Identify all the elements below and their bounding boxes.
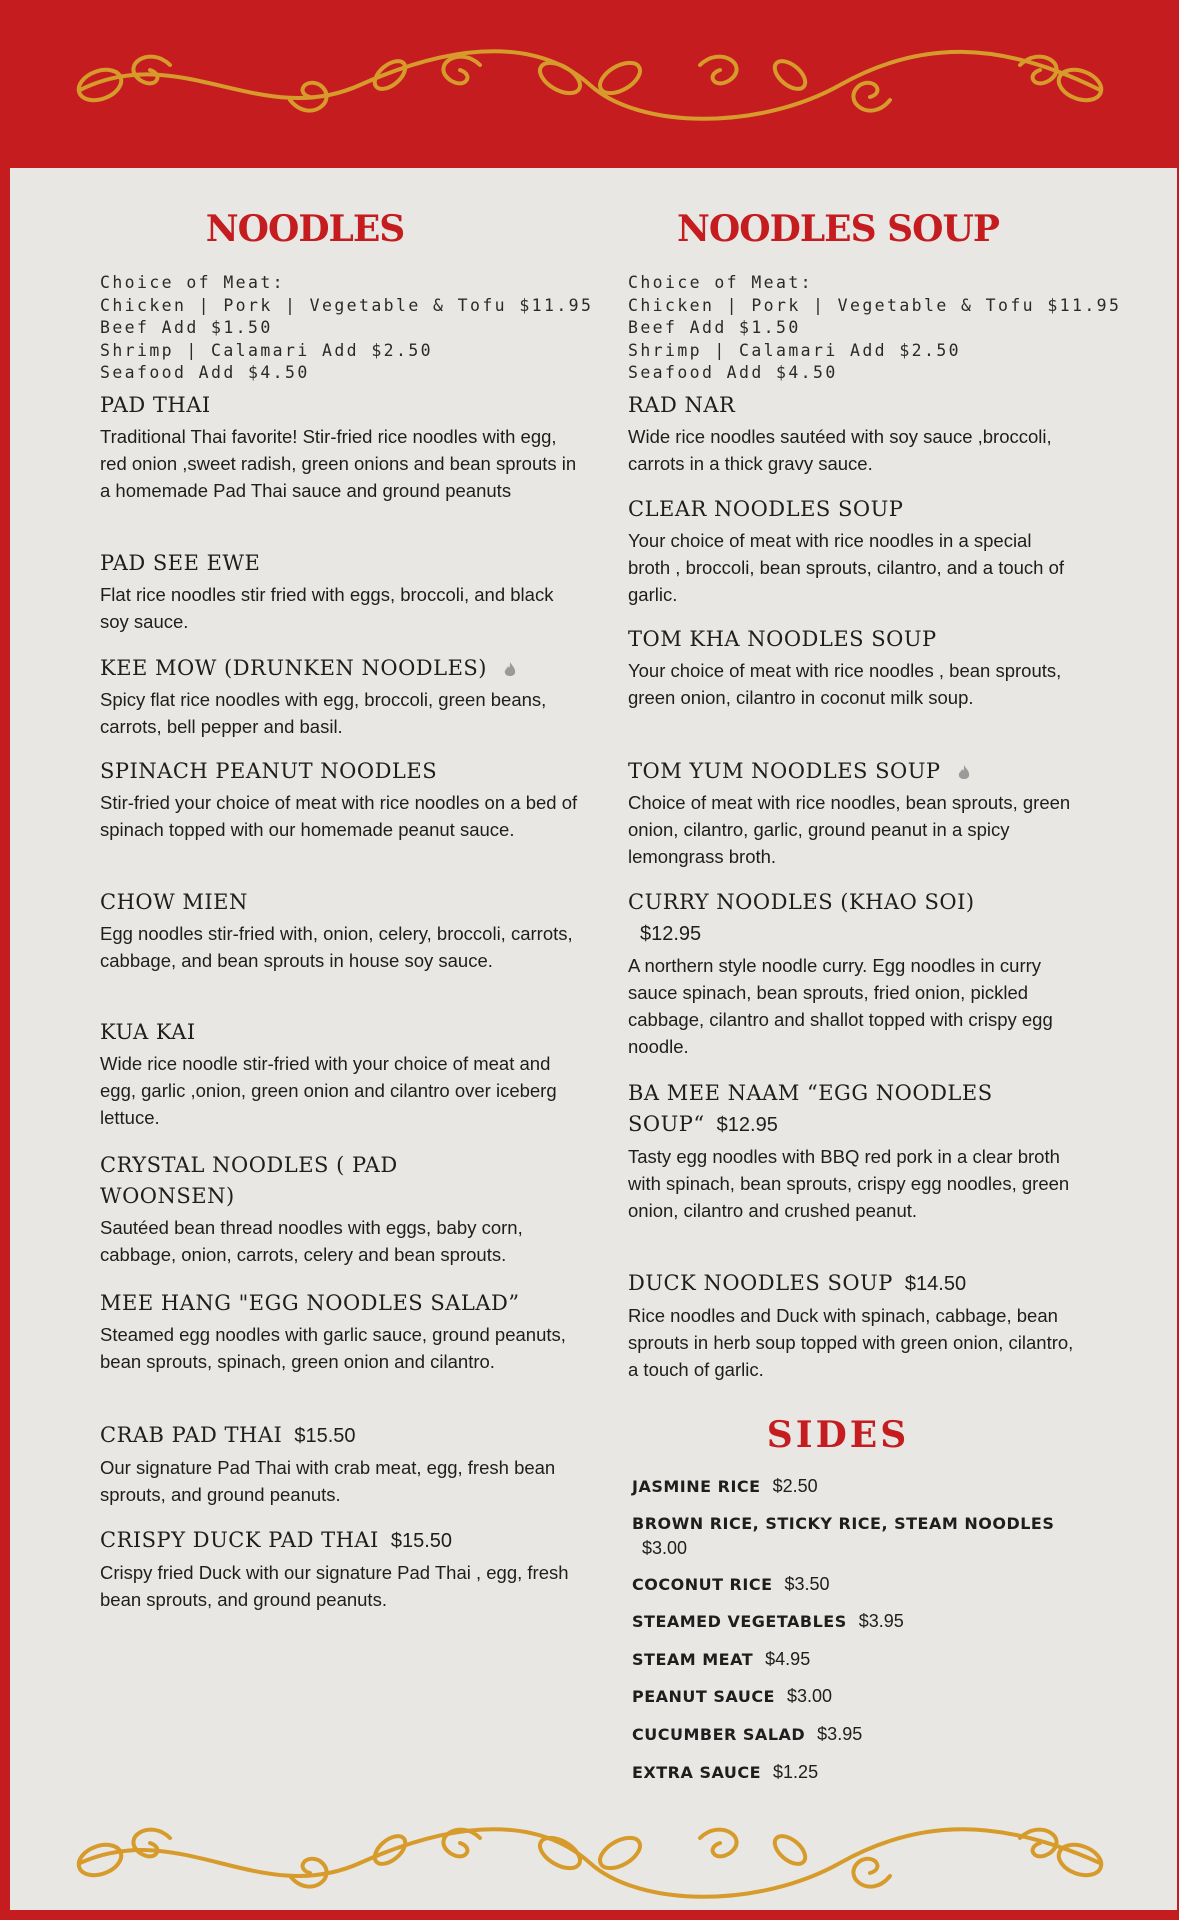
item-price: $15.50 — [294, 1425, 356, 1447]
menu-item: DUCK NOODLES SOUP $14.50 Rice noodles and Duck with spinach, cabbage, bean sprouts in herb soup topped with green onion, cilantro, a touch of garlic. — [628, 1271, 1074, 1380]
menu-item: RAD NAR Wide rice noodles sautéed with soy sauce ,broccoli, carrots in a thick gravy sauce. — [628, 393, 1052, 474]
spicy-flame-icon — [957, 764, 971, 782]
menu-item: CLEAR NOODLES SOUP Your choice of meat with rice noodles in a special broth , broccoli, bean sprouts, cilantro, and a touch of garlic. — [628, 497, 1065, 605]
bottom-vine-ornament — [60, 1808, 1120, 1918]
menu-item: SPINACH PEANUT NOODLES Stir-fried your choice of meat with rice noodles on a bed of spinach topped with our homemade peanut sauce. — [100, 759, 578, 840]
item-price: $14.50 — [904, 1273, 967, 1295]
menu-item: CURRY NOODLES (KHAO SOI) $12.95 A northern style noodle curry. Egg noodles in curry sauce spinach, bean sprouts, fried onion, pickled cabbage, cilantro and shallot topped with crispy egg noodle. — [628, 890, 1053, 1057]
side-item: EXTRA SAUCE $1.25 — [632, 1762, 819, 1782]
menu-item: KUA KAI Wide rice noodle stir-fried with your choice of meat and egg, garlic ,onion, green onion and cilantro over iceberg lettuce. — [100, 1020, 557, 1128]
side-item: BROWN RICE, STICKY RICE, STEAM NOODLES $3.00 — [632, 1514, 1055, 1558]
side-item: PEANUT SAUCE $3.00 — [632, 1686, 833, 1706]
menu-item: CRAB PAD THAI $15.50 Our signature Pad Thai with crab meat, egg, fresh bean sprouts, and ground peanuts. — [100, 1423, 556, 1505]
noodles-soup-title: NOODLES SOUP — [677, 208, 999, 250]
menu-item: TOM KHA NOODLES SOUP Your choice of meat with rice noodles , bean sprouts, green onion, cilantro in coconut milk soup. — [628, 627, 1062, 708]
menu-item: CHOW MIEN Egg noodles stir-fried with, onion, celery, broccoli, carrots, cabbage, and bean sprouts in house soy sauce. — [100, 890, 573, 971]
menu-panel — [10, 168, 1177, 1910]
menu-item: TOM YUM NOODLES SOUP Choice of meat with rice noodles, bean sprouts, green onion, cilantro, garlic, ground peanut in a spicy lemongrass broth. — [628, 759, 1071, 867]
top-vine-ornament — [60, 30, 1120, 140]
menu-item: PAD SEE EWE Flat rice noodles stir fried with eggs, broccoli, and black soy sauce. — [100, 551, 554, 632]
noodles-title: NOODLES — [205, 208, 405, 250]
sides-title: SIDES — [766, 1414, 910, 1456]
menu-item: KEE MOW (DRUNKEN NOODLES) Spicy flat rice noodles with egg, broccoli, green beans, carrots, bell pepper and basil. — [100, 656, 547, 737]
item-price: $15.50 — [390, 1530, 453, 1552]
side-item: COCONUT RICE $3.50 — [632, 1574, 830, 1594]
menu-item: MEE HANG "EGG NOODLES SALAD” Steamed egg noodles with garlic sauce, ground peanuts, bean sprouts, spinach, green onion and cilantro. — [100, 1291, 566, 1372]
noodles-soup-meat-info: Choice of Meat: Chicken | Pork | Vegetable & Tofu $11.95 Beef Add $1.50 Shrimp | Calamari Add $2.50 Seafood Add $4.50 — [628, 273, 1122, 382]
side-item: CUCUMBER SALAD $3.95 — [632, 1724, 863, 1744]
menu-item: BA MEE NAAM “EGG NOODLES SOUP“ $12.95 Tasty egg noodles with BBQ red pork in a clear broth with spinach, bean sprouts, crispy egg noodles, green onion, cilantro and crushed peanut. — [628, 1081, 1070, 1221]
side-item: STEAMED VEGETABLES $3.95 — [632, 1611, 904, 1631]
noodles-meat-info: Choice of Meat: Chicken | Pork | Vegetable & Tofu $11.95 Beef Add $1.50 Shrimp | Calamari Add $2.50 Seafood Add $4.50 — [100, 273, 594, 382]
side-item: JASMINE RICE $2.50 — [632, 1476, 818, 1496]
item-price: $12.95 — [640, 923, 702, 945]
menu-item: CRISPY DUCK PAD THAI $15.50 Crispy fried Duck with our signature Pad Thai , egg, fresh bean sprouts, and ground peanuts. — [100, 1528, 569, 1610]
menu-item: PAD THAI Traditional Thai favorite! Stir-fried rice noodles with egg, red onion ,sweet radish, green onions and bean sprouts in a homemade Pad Thai sauce and ground peanuts — [100, 393, 577, 501]
item-price: $12.95 — [716, 1114, 778, 1136]
menu-item: CRYSTAL NOODLES ( PAD WOONSEN) Sautéed bean thread noodles with eggs, baby corn, cabbage, onion, carrots, celery and bean sprouts. — [100, 1153, 523, 1265]
spicy-flame-icon — [503, 661, 517, 679]
side-item: STEAM MEAT $4.95 — [632, 1649, 811, 1669]
